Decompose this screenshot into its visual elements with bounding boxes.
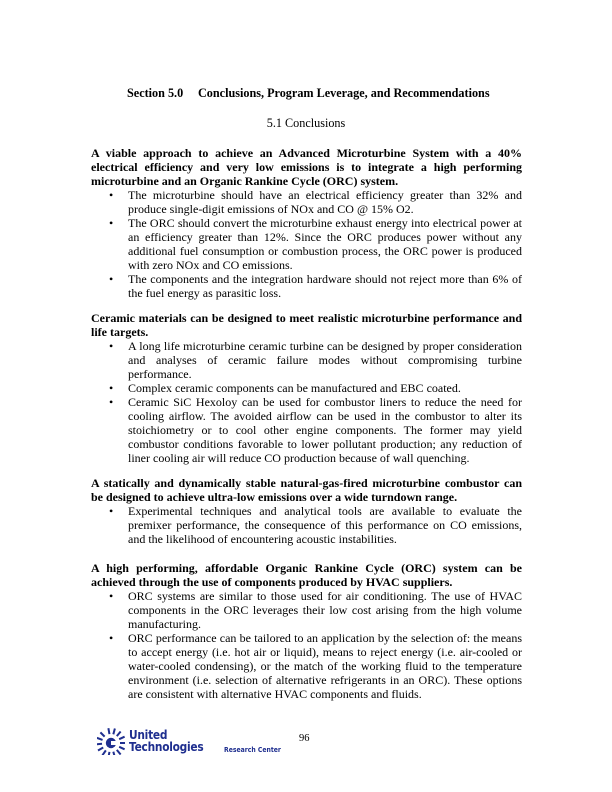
bullet-item: • Experimental techniques and analytical tools are available to evaluate the premixer performance, the consequence of this performance on CO emissions, and the likelihood of encountering acoustic instabilities. [91, 504, 522, 546]
bullet-item: • Complex ceramic components can be manufactured and EBC coated. [91, 381, 522, 395]
utc-sunburst-icon [97, 727, 125, 755]
logo-line-2: Technologies [129, 739, 204, 754]
conclusion-block-4 [91, 561, 522, 701]
bullet-list [91, 504, 522, 546]
conclusion-heading: Ceramic materials can be designed to meet realistic microturbine performance and life targets. [91, 311, 522, 339]
conclusion-heading: A statically and dynamically stable natural-gas-fired microturbine combustor can be designed to achieve ultra-low emissions over a wide turndown range. [91, 476, 522, 504]
bullet-item: • ORC systems are similar to those used for air conditioning. The use of HVAC components in the ORC leverages their low cost arising from the high volume manufacturing. [91, 589, 522, 631]
bullet-item: • A long life microturbine ceramic turbine can be designed by proper consideration and analyses of ceramic failure modes without compromising turbine performance. [91, 339, 522, 381]
utc-logo [97, 727, 217, 755]
conclusion-block-1 [91, 146, 522, 300]
utc-logo-text [129, 729, 203, 753]
bullet-item: • The ORC should convert the microturbine exhaust energy into electrical power at an efficiency greater than 12%. Since the ORC produces power without any additional fuel consumption or combustion process, the ORC power is produced with zero NOx and CO emissions. [91, 216, 522, 272]
section-number: Section 5.0 [127, 86, 184, 100]
conclusion-heading: A high performing, affordable Organic Rankine Cycle (ORC) system can be achieved through the use of components produced by HVAC suppliers. [91, 561, 522, 589]
research-center-label: Research Center [224, 745, 281, 754]
bullet-item: • The microturbine should have an electrical efficiency greater than 32% and produce single-digit emissions of NOx and CO @ 15% O2. [91, 188, 522, 216]
section-title [127, 86, 490, 101]
conclusion-block-3 [91, 476, 522, 546]
bullet-item: • Ceramic SiC Hexoloy can be used for combustor liners to reduce the need for cooling airflow. The avoided airflow can be used in the combustor to alter its stoichiometry or to cool other engine components. The former may yield combustor conditions favorable to lower pollutant production; any reduction of liner cooling air will reduce CO production because of wall quenching. [91, 395, 522, 465]
logo-line-1: United [129, 727, 168, 742]
bullet-item: • The components and the integration hardware should not reject more than 6% of the fuel energy as parasitic loss. [91, 272, 522, 300]
section-name: Conclusions, Program Leverage, and Recommendations [198, 86, 490, 100]
conclusion-block-2 [91, 311, 522, 465]
bullet-item: • ORC performance can be tailored to an application by the selection of: the means to accept energy (i.e. hot air or liquid), means to reject energy (i.e. air-cooled or water-cooled condensing), or the match of the working fluid to the temperature environment (i.e. selection of alternative refrigerants in an ORC). These options are consistent with alternative HVAC components and fluids. [91, 631, 522, 701]
subsection-title: 5.1 Conclusions [266, 116, 346, 130]
bullet-list [91, 339, 522, 465]
bullet-list [91, 188, 522, 300]
conclusion-heading: A viable approach to achieve an Advanced Microturbine System with a 40% electrical efficiency and very low emissions is to integrate a high performing microturbine and an Organic Rankine Cycle (ORC) system. [91, 146, 522, 188]
bullet-list [91, 589, 522, 701]
page-number: 96 [299, 733, 310, 744]
